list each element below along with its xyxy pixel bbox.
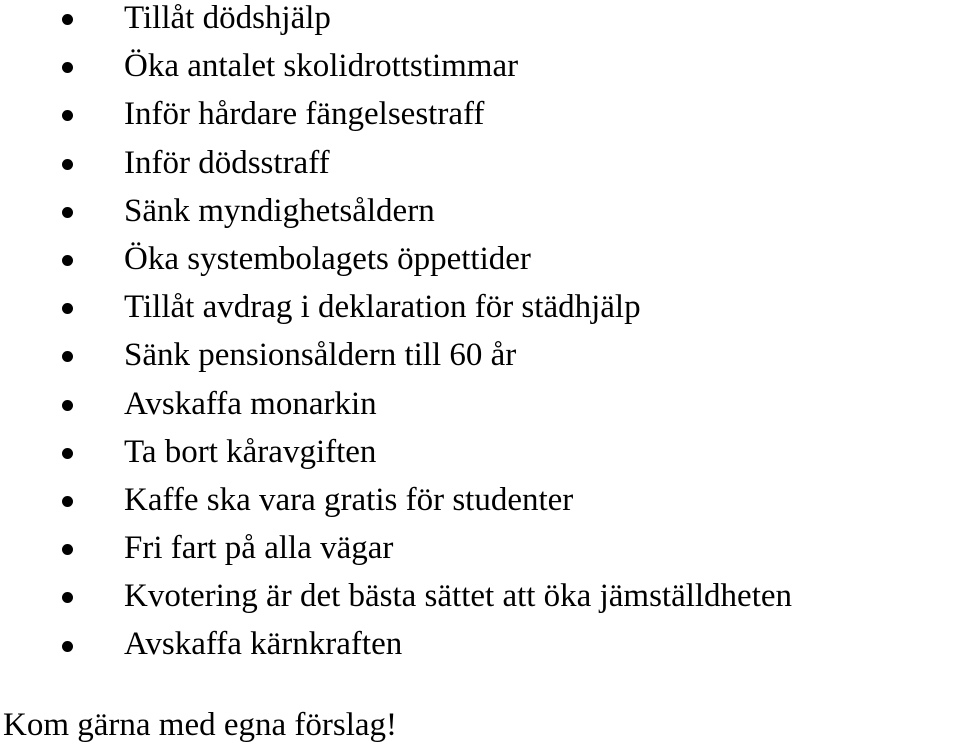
list-item <box>0 283 960 331</box>
list-item <box>0 572 960 620</box>
list-item-text: Ta bort kåravgiften <box>124 433 377 470</box>
bullet-icon <box>62 592 73 603</box>
list-item-text: Fri fart på alla vägar <box>124 530 394 567</box>
list-item <box>0 90 960 138</box>
bullet-icon <box>62 496 73 507</box>
bullet-icon <box>62 303 73 314</box>
list-item <box>0 620 960 668</box>
list-item <box>0 139 960 187</box>
bullet-icon <box>62 207 73 218</box>
list-item-text: Öka systembolagets öppettider <box>124 240 531 277</box>
bullet-icon <box>62 351 73 362</box>
list-item-text: Tillåt dödshjälp <box>124 0 331 36</box>
list-item-text: Öka antalet skolidrottstimmar <box>124 48 519 85</box>
list-item <box>0 235 960 283</box>
bullet-icon <box>62 641 73 652</box>
list-item <box>0 428 960 476</box>
bullet-icon <box>62 400 73 411</box>
list-item-text: Inför dödsstraff <box>124 144 330 181</box>
list-item-text: Kaffe ska vara gratis för studenter <box>124 481 574 518</box>
bullet-icon <box>62 448 73 459</box>
list-item-text: Avskaffa kärnkraften <box>124 626 403 663</box>
bullet-icon <box>62 14 73 25</box>
bullet-icon <box>62 159 73 170</box>
list-item-text: Kvotering är det bästa sättet att öka jämställdheten <box>124 578 793 615</box>
list-item <box>0 476 960 524</box>
list-item-text: Inför hårdare fängelsestraff <box>124 96 485 133</box>
bullet-icon <box>62 62 73 73</box>
list-item <box>0 0 960 42</box>
list-item <box>0 380 960 428</box>
list-item-text: Avskaffa monarkin <box>124 385 377 422</box>
bullet-icon <box>62 110 73 121</box>
bullet-icon <box>62 255 73 266</box>
list-item <box>0 187 960 235</box>
list-item <box>0 42 960 90</box>
list-item-text: Sänk pensionsåldern till 60 år <box>124 337 517 374</box>
closing-line: Kom gärna med egna förslag! <box>3 707 398 743</box>
bullet-icon <box>62 544 73 555</box>
list-item <box>0 524 960 572</box>
list-item-text: Tillåt avdrag i deklaration för städhjälp <box>124 289 641 326</box>
list-item <box>0 331 960 379</box>
list-item-text: Sänk myndighetsåldern <box>124 192 435 229</box>
